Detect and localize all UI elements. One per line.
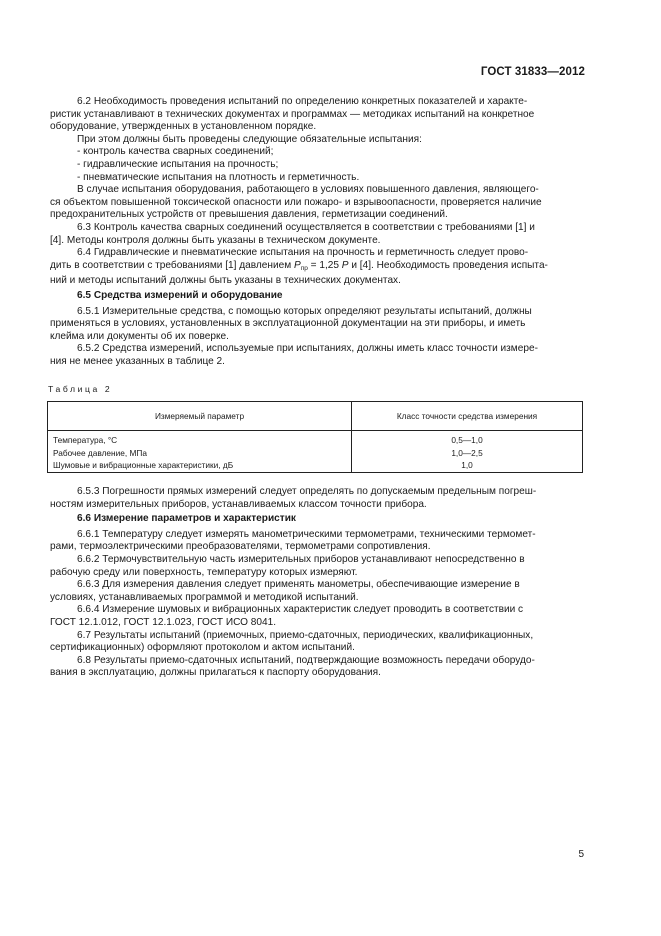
table-row — [48, 431, 583, 447]
para-6-6-3-line: 6.6.3 Для измерения давления следует применять манометры, обеспечивающие измерение в — [77, 579, 520, 591]
section-6-6-title: 6.6 Измерение параметров и характеристик — [77, 513, 296, 525]
para-6-5-1-line: клейма или документы об их поверке. — [50, 330, 229, 342]
para-6-5-3-line: ностям измерительных приборов, устанавливаемых классом точности прибора. — [50, 498, 427, 510]
para-6-6-2-line: рабочую среду или поверхность, температуру которых измеряют. — [50, 566, 358, 578]
para-6-6-1-line: 6.6.1 Температуру следует измерять манометрическими термометрами, техническими термомет- — [77, 528, 536, 540]
para-6-6-4-line: ГОСТ 12.1.012, ГОСТ 12.1.023, ГОСТ ИСО 8041. — [50, 616, 277, 628]
para-6-5-2-line: 6.5.2 Средства измерений, используемые при испытаниях, должны иметь класс точности измере- — [77, 343, 538, 355]
para-6-4-line: ний и методы испытаний должны быть указаны в технических документах. — [50, 275, 401, 287]
para-6-3-line: 6.3 Контроль качества сварных соединений осуществляется в соответствии с требованиями [1] и — [77, 221, 535, 233]
para-6-7-line: сертификационных) оформляют протоколом и актом испытаний. — [50, 642, 355, 654]
para-6-2-l4: При этом должны быть проведены следующие обязательные испытания: — [77, 133, 422, 145]
accuracy-class-table — [47, 401, 583, 473]
para-6-4-l2c: и [4]. Необходимость проведения испыта- — [348, 259, 548, 271]
para-6-4-line: 6.4 Гидравлические и пневматические испытания на прочность и герметичность следует прово- — [77, 247, 529, 259]
para-6-5-1-line: 6.5.1 Измерительные средства, с помощью которых определяют результаты испытаний, должны — [77, 305, 532, 317]
para-6-6-4-line: 6.6.4 Измерение шумовых и вибрационных характеристик следует проводить в соответствии с — [77, 604, 524, 616]
main-text-lower — [50, 486, 584, 680]
table-header-row — [48, 402, 583, 431]
table-cell-parameter: Шумовые и вибрационные характеристики, дБ — [48, 459, 352, 472]
para-6-2-line: оборудование, утвержденных в установленном порядке. — [50, 121, 317, 133]
list-item-hydraulic-test: - гидравлические испытания на прочность; — [77, 158, 279, 170]
page-number: 5 — [578, 849, 584, 860]
para-6-5-3-line: 6.5.3 Погрешности прямых измерений следует определять по допускаемым предельным погреш- — [77, 486, 537, 497]
table-row — [48, 459, 583, 472]
pressure-subscript: пр — [300, 264, 308, 272]
para-6-4-line — [50, 260, 584, 276]
para-6-2-line: ся объектом повышенной токсической опасности или пожаро- и взрывоопасности, проверяется наличие — [50, 196, 542, 208]
para-6-4-l2b: = 1,25 — [307, 259, 342, 271]
pressure-symbol: P — [293, 259, 301, 271]
para-6-6-1-line: рами, термоэлектрическими преобразователями, термометрами сопротивления. — [50, 541, 431, 553]
table-row — [48, 447, 583, 460]
main-text-upper — [50, 96, 584, 368]
list-item-pneumatic-test: - пневматические испытания на плотность и герметичность. — [77, 171, 360, 183]
para-6-8-line: 6.8 Результаты приемо-сдаточных испытаний, подтверждающие возможность передачи оборудо- — [77, 654, 535, 666]
para-6-2-l1: 6.2 Необходимость проведения испытаний по определению конкретных показателей и характе- — [77, 96, 528, 107]
para-6-2-line: ристик устанавливают в технических документах и программах — методиках испытаний на конкретное — [50, 108, 535, 120]
para-6-6-2-line: 6.6.2 Термочувствительную часть измерительных приборов устанавливают непосредственно в — [77, 553, 525, 565]
table-2-label: Таблица 2 — [48, 384, 113, 394]
table-cell-accuracy: 1,0—2,5 — [352, 447, 583, 460]
para-6-3-line: [4]. Методы контроля должны быть указаны в техническом документе. — [50, 234, 381, 246]
para-6-2-line — [50, 96, 584, 109]
para-6-5-2-line: ния не менее указанных в таблице 2. — [50, 355, 225, 367]
table-cell-parameter: Температура, °С — [48, 431, 352, 447]
para-6-2-line: предохранительных устройств от превышения давления, герметизации соединений. — [50, 209, 448, 221]
section-6-5-title: 6.5 Средства измерений и оборудование — [77, 289, 283, 301]
para-6-6-3-line: условиях, устанавливаемых программой и методикой испытаний. — [50, 591, 359, 603]
table-cell-accuracy: 1,0 — [352, 459, 583, 472]
para-6-4-l2a: дить в соответствии с требованиями [1] давлением — [50, 259, 294, 271]
document-code-header: ГОСТ 31833—2012 — [480, 66, 585, 78]
table-header-accuracy-class: Класс точности средства измерения — [352, 402, 583, 431]
para-6-5-1-line: применяться в условиях, установленных в эксплуатационной документации на эти приборы, и иметь — [50, 318, 526, 330]
para-6-7-line: 6.7 Результаты испытаний (приемочных, приемо-сдаточных, периодических, квалификационных, — [77, 629, 534, 641]
table-cell-accuracy: 0,5—1,0 — [352, 431, 583, 447]
para-6-2-line — [50, 134, 584, 147]
table-cell-parameter: Рабочее давление, МПа — [48, 447, 352, 460]
para-6-8-line: вания в эксплуатацию, должны прилагаться к паспорту оборудования. — [50, 667, 381, 679]
para-6-2-line: В случае испытания оборудования, работающего в условиях повышенного давления, являющего- — [77, 184, 539, 196]
pressure-symbol-2: P — [341, 259, 349, 271]
list-item-weld-control: - контроль качества сварных соединений; — [77, 146, 274, 158]
table-header-parameter: Измеряемый параметр — [48, 402, 352, 431]
